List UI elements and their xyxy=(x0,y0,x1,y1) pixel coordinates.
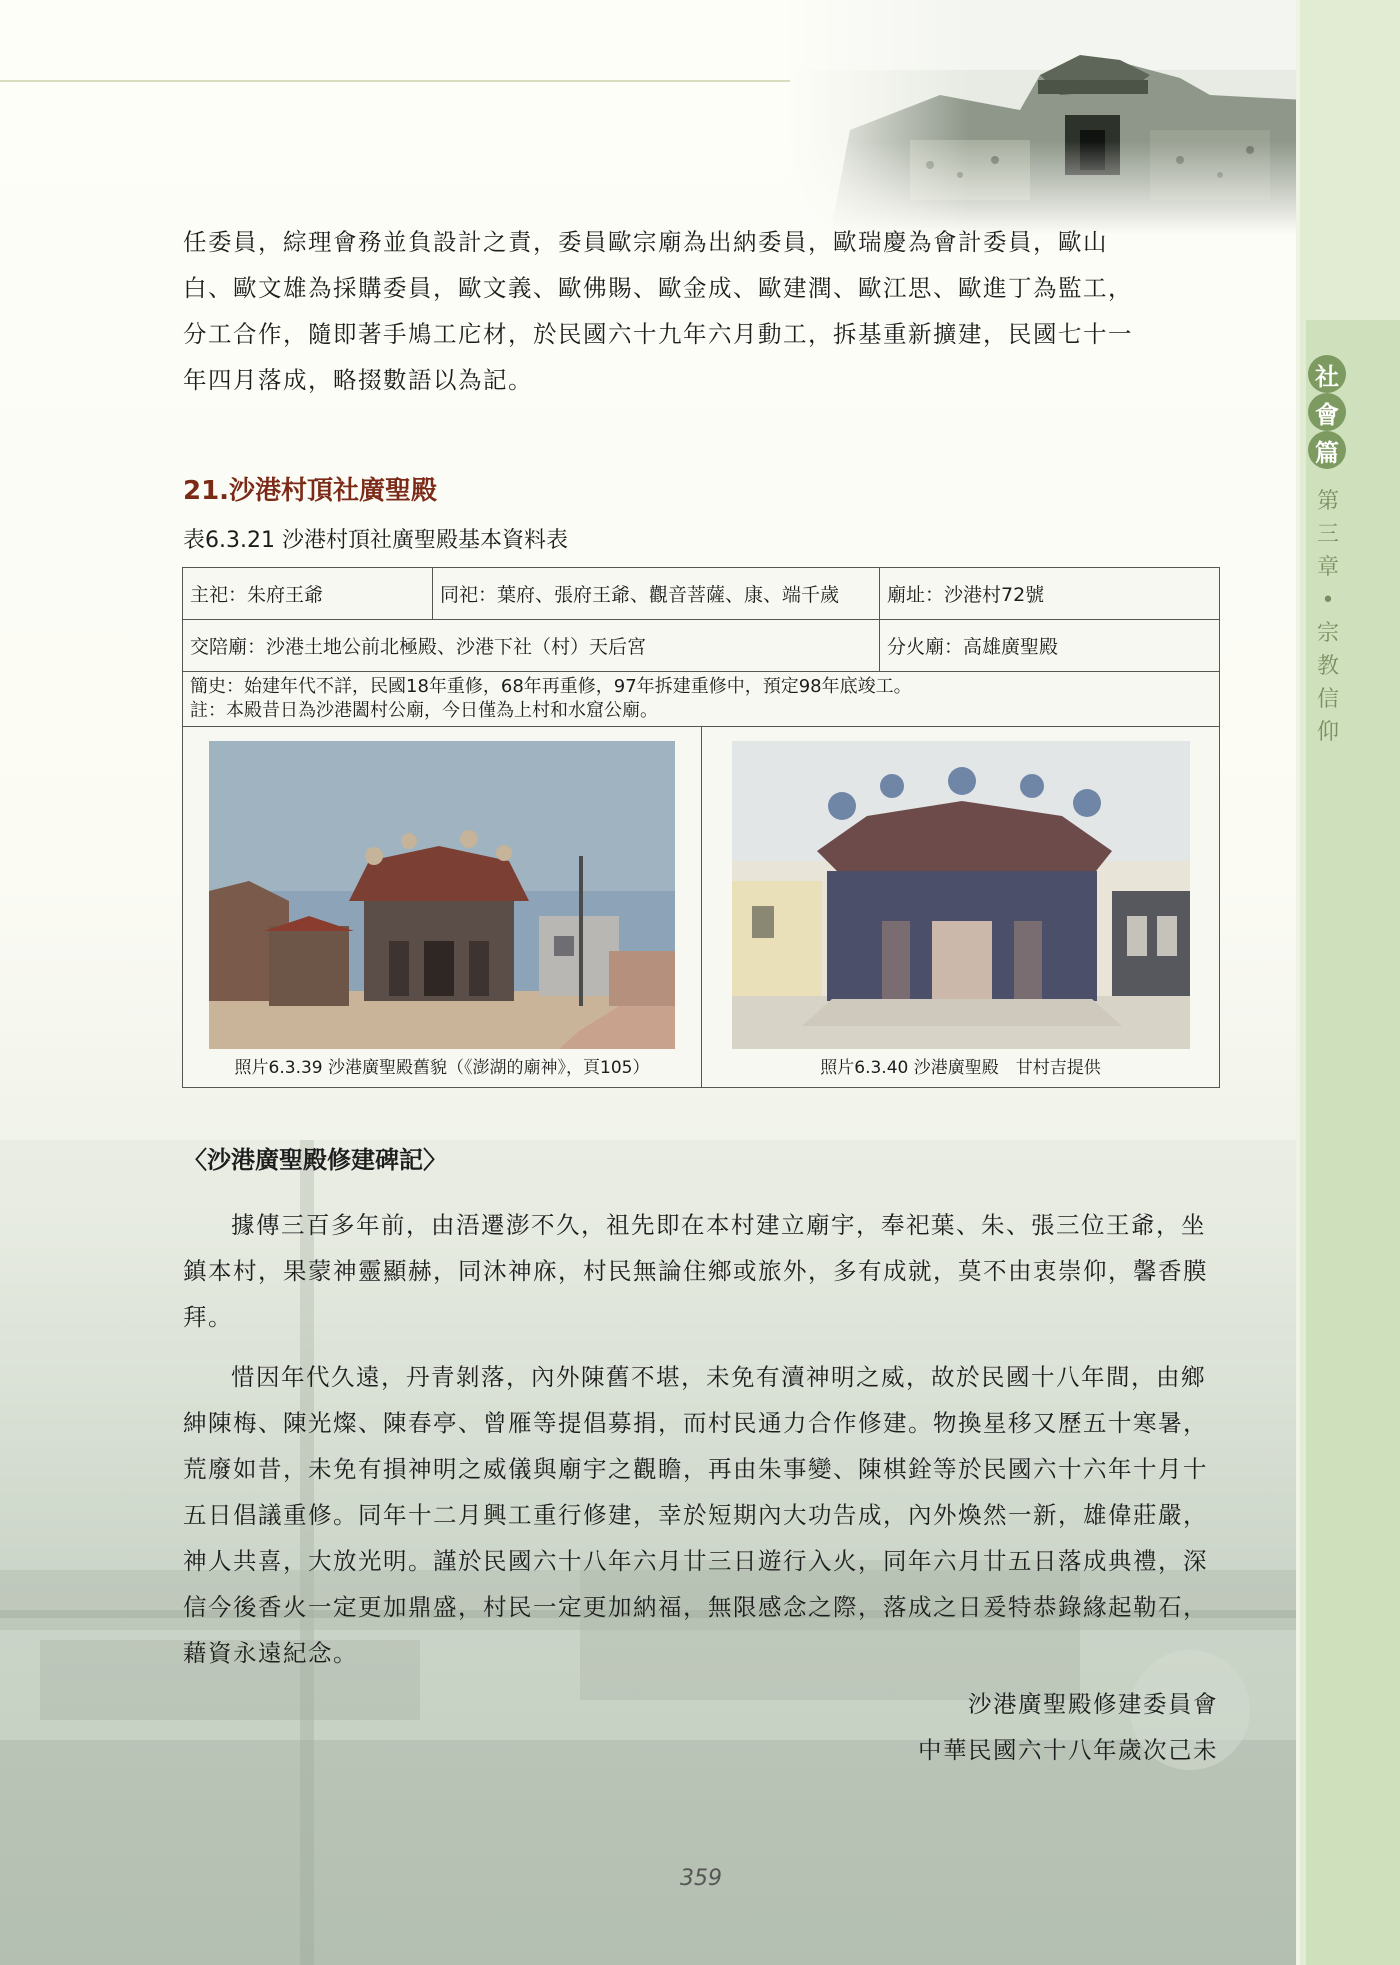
chapter-char: 仰 xyxy=(1316,720,1339,745)
text-line: 任委員，綜理會務並負設計之責，委員歐宗廟為出納委員，歐瑞慶為會計委員，歐山 xyxy=(183,228,1108,256)
photo-right-cell xyxy=(702,727,1220,1087)
chapter-char: 教 xyxy=(1316,654,1339,679)
chapter-char: 三 xyxy=(1316,522,1339,547)
header-building-photo xyxy=(790,0,1305,235)
photo-left-caption: 照片6.3.39 沙港廣聖殿舊貌（《澎湖的廟神》，頁105） xyxy=(234,1058,650,1078)
history-cell xyxy=(183,672,1220,727)
section-heading: 21.沙港村頂社廣聖殿 xyxy=(183,476,438,506)
photo-left-cell xyxy=(183,727,702,1087)
history-text: 簡史：始建年代不詳，民國18年重修，68年再重修，97年拆建重修中，預定98年底竣工。 xyxy=(190,676,912,697)
table-caption: 表6.3.21 沙港村頂社廣聖殿基本資料表 xyxy=(183,528,568,553)
chapter-char: 信 xyxy=(1316,687,1339,712)
main-deity-cell: 主祀：朱府王爺 xyxy=(183,568,433,620)
temple-info-table xyxy=(182,567,1220,1088)
inscription-title: 〈沙港廣聖殿修建碑記〉 xyxy=(183,1145,447,1174)
part-char-2: 會 xyxy=(1308,393,1346,431)
address-cell: 廟址：沙港村72號 xyxy=(880,568,1220,620)
chapter-char: 章 xyxy=(1316,555,1339,580)
part-label xyxy=(1308,355,1348,469)
text-line: 白、歐文雄為採購委員，歐文義、歐佛賜、歐金成、歐建潤、歐江思、歐進丁為監工， xyxy=(183,274,1133,302)
text-line: 分工合作，隨即著手鳩工庀材，於民國六十九年六月動工，拆基重新擴建，民國七十一 xyxy=(183,320,1133,348)
associated-temples-cell: 交陪廟：沙港土地公前北極殿、沙港下社（村）天后宮 xyxy=(183,620,880,672)
signature-date: 中華民國六十八年歲次己未 xyxy=(918,1736,1218,1764)
header-rule xyxy=(0,80,795,82)
part-char-1: 社 xyxy=(1308,355,1346,393)
chapter-char: • xyxy=(1321,588,1335,613)
photo-right-caption: 照片6.3.40 沙港廣聖殿 甘村吉提供 xyxy=(820,1058,1101,1078)
chapter-char: 宗 xyxy=(1316,621,1339,646)
inscription-paragraph-1: 據傳三百多年前，由浯遷澎不久，祖先即在本村建立廟宇，奉祀葉、朱、張三位王爺，坐鎮本村，果蒙神靈顯赫，同沐神庥，村民無論住鄉或旅外，多有成就，莫不由衷崇仰，馨香膜拜。 xyxy=(183,1211,1208,1331)
chapter-label xyxy=(1314,485,1342,749)
photos-cell xyxy=(183,727,1220,1088)
note-text: 註：本殿昔日為沙港闔村公廟，今日僅為上村和水窟公廟。 xyxy=(190,700,658,721)
text-line: 年四月落成，略掇數語以為記。 xyxy=(183,366,533,394)
page-number: 359 xyxy=(680,1866,722,1891)
part-char-3: 篇 xyxy=(1308,431,1346,469)
current-temple-photo xyxy=(732,741,1190,1049)
signature-org: 沙港廣聖殿修建委員會 xyxy=(968,1690,1218,1718)
continuation-paragraph xyxy=(183,219,1218,403)
inscription-paragraph-2: 惜因年代久遠，丹青剝落，內外陳舊不堪，未免有瀆神明之威，故於民國十八年間，由鄉紳陳梅、陳光燦、陳春亭、曾雁等提倡募捐，而村民通力合作修建。物換星移又歷五十寒暑，荒廢如昔，未免有損神明之威儀與廟宇之觀瞻，再由朱事變、陳棋銓等於民國六十六年十月十五日倡議重修。同年十二月興工重行修建，幸於短期內大功告成，內外煥然一新，雄偉莊嚴，神人共喜，大放光明。謹於民國六十八年六月廿三日遊行入火，同年六月廿五日落成典禮，深信今後香火一定更加鼎盛，村民一定更加納福，無限感念之際，落成之日爰特恭錄緣起勒石，藉資永遠紀念。 xyxy=(183,1363,1208,1667)
co-deity-cell: 同祀：葉府、張府王爺、觀音菩薩、康、端千歲 xyxy=(433,568,880,620)
old-temple-photo xyxy=(209,741,675,1049)
chapter-char: 第 xyxy=(1316,489,1339,514)
inscription-body xyxy=(183,1202,1218,1676)
incense-origin-cell: 分火廟：高雄廣聖殿 xyxy=(880,620,1220,672)
